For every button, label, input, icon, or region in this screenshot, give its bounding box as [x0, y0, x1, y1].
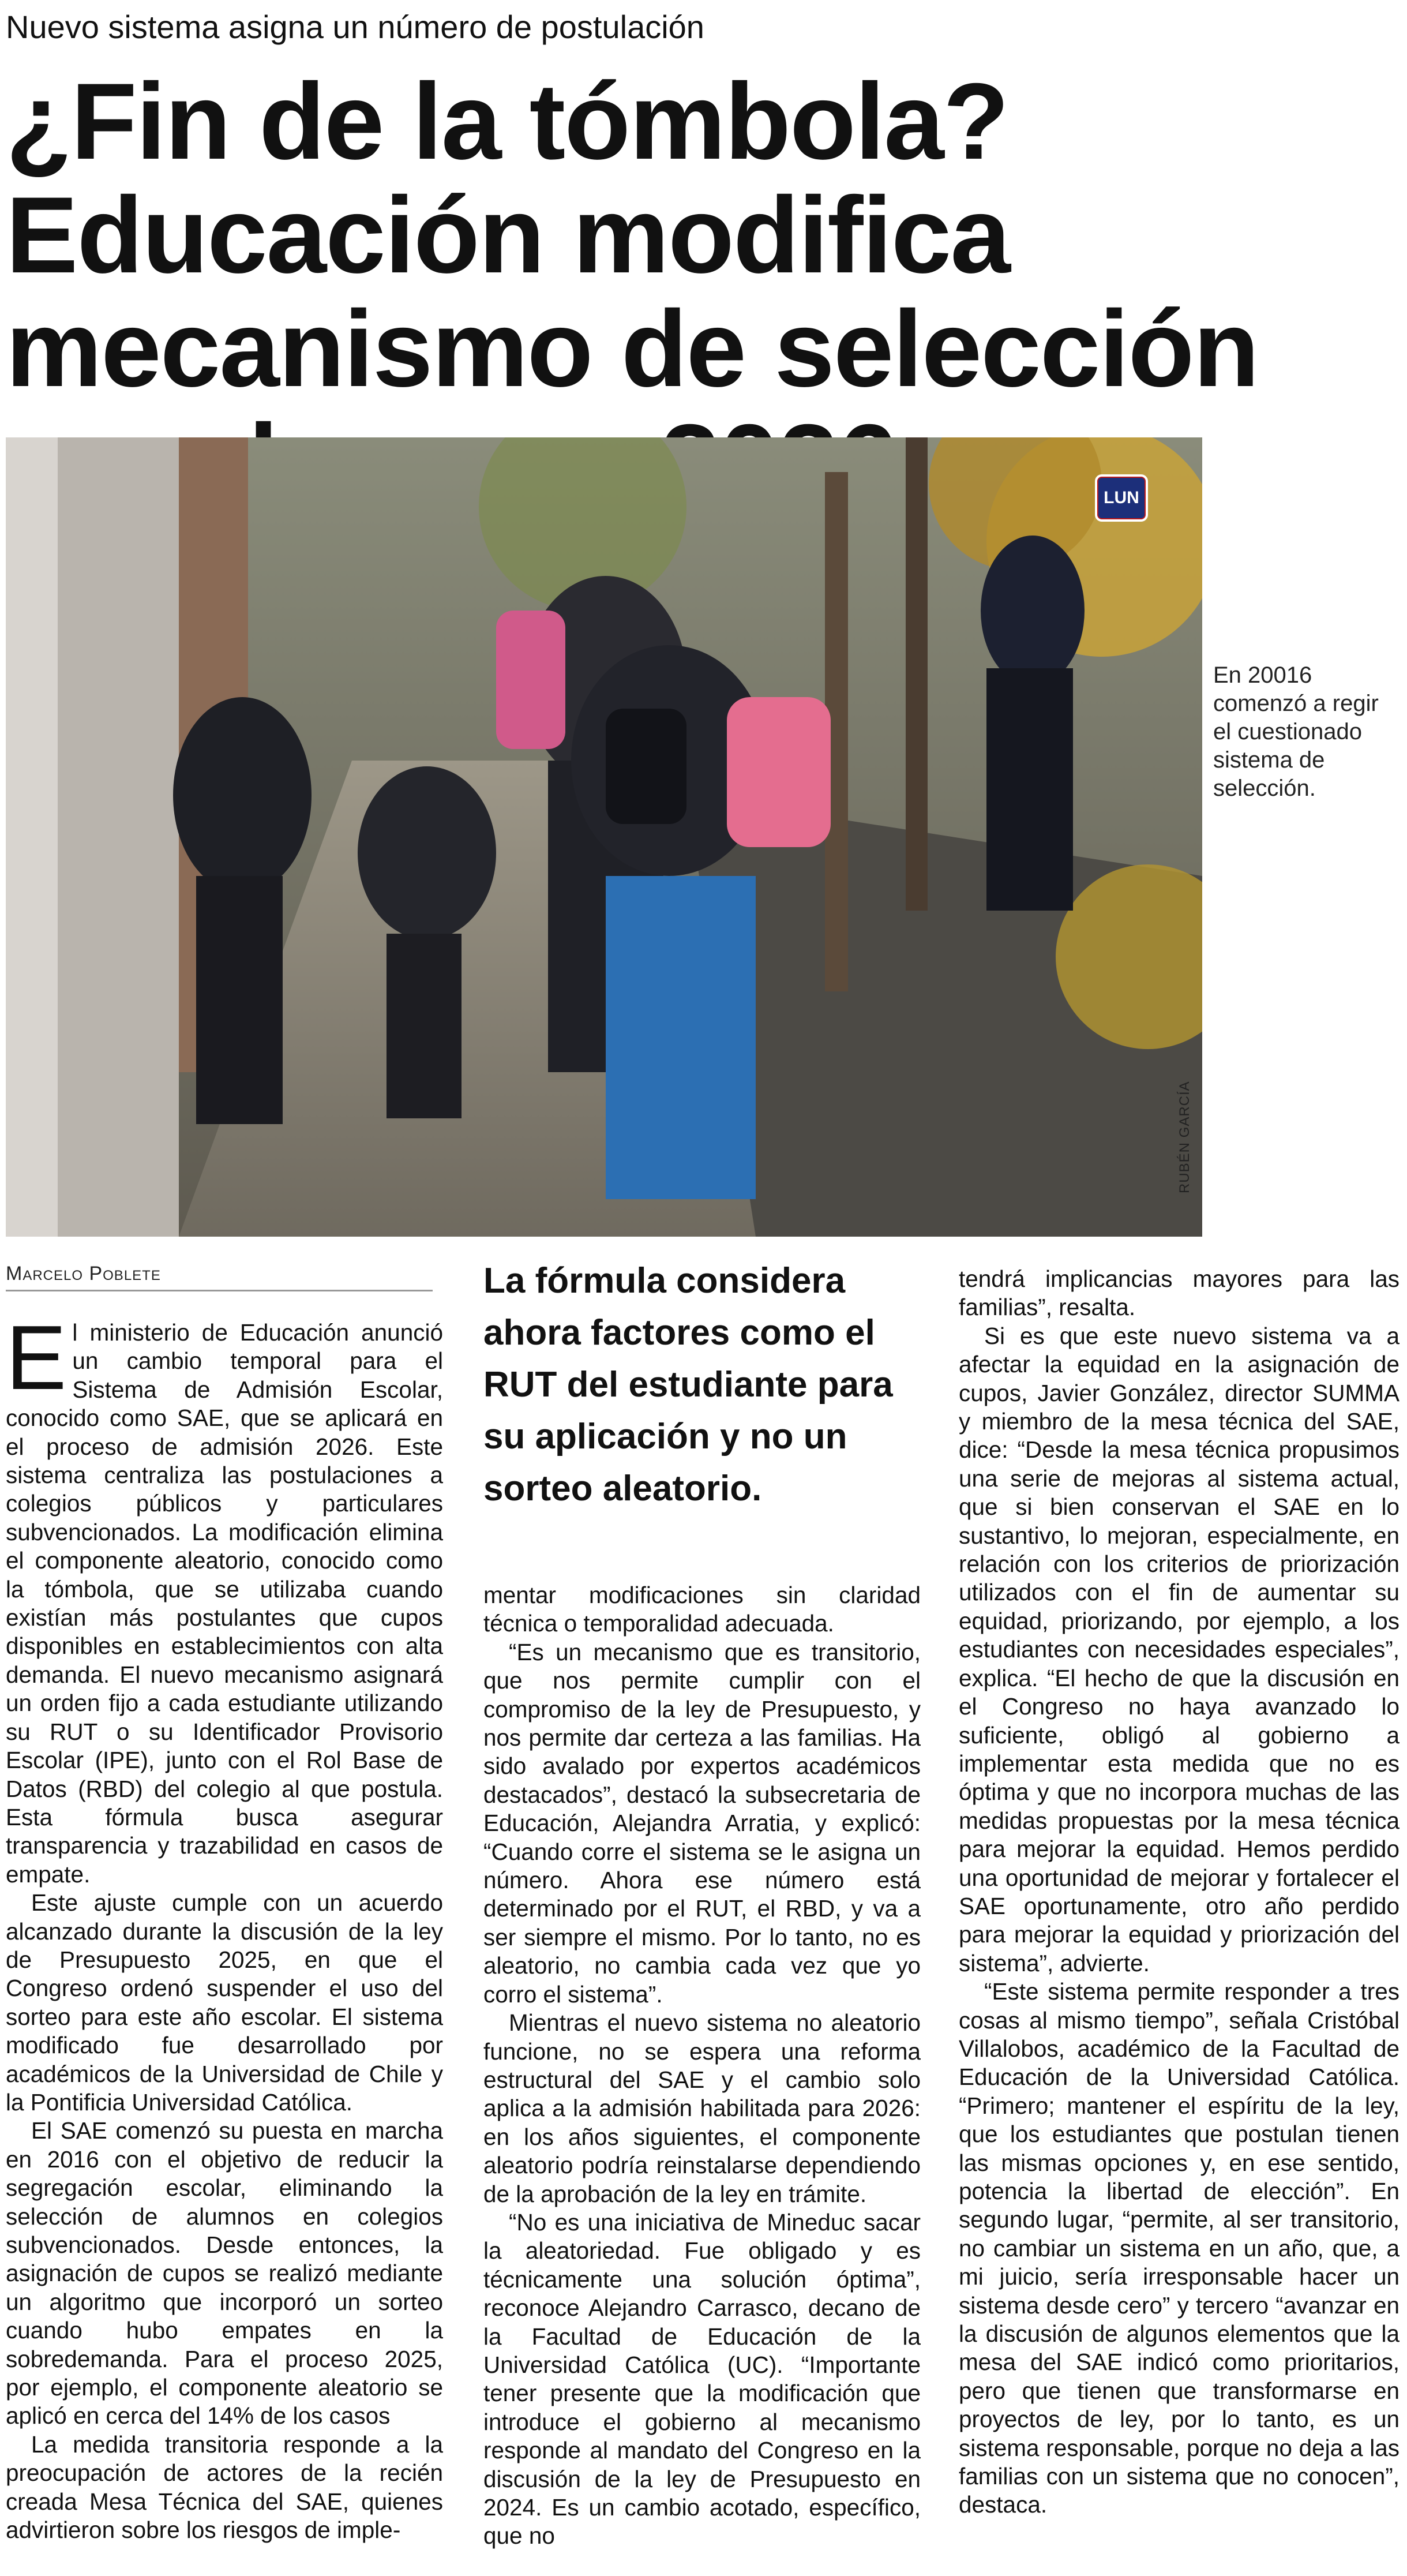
paragraph: “No es una iniciativa de Mineduc sacar la aleatoriedad. Fue obligado y es técnicamente una solución óptima”, reconoce Alejandro Carrasco, decano de la Facultad de Educación de la Universidad Católica (UC). “Importante tener presente que la modificación que introduce el gobierno al mecanismo responde al mandato del Congreso en la discusión de la ley de Presupuesto en 2024. Es un cambio acotado, específico, que no — [483, 2208, 921, 2549]
paragraph: tendrá implicancias mayores para las familias”, resalta. — [959, 1265, 1400, 1321]
paragraph: “Es un mecanismo que es transitorio, que nos permite cumplir con el compromiso de la ley de Presupuesto, y nos permite dar certeza a las familias. Ha sido avalado por expertos académicos destacados”, destacó la subsecretaria de Educación, Alejandra Arratia, y explicó: “Cuando corre el sistema se le asigna un número. Ahora ese número está determinado por el RUT, el RBD, y va a ser siempre el mismo. Por lo tanto, no es aleatorio, no cambia cada vez que yo corro el sistema”. — [483, 1638, 921, 2008]
byline: Marcelo Poblete — [6, 1263, 161, 1285]
photo-credit: RUBÉN GARCÍA — [1177, 1081, 1192, 1193]
paragraph-text: l ministerio de Educación anunció un cambio temporal para el Sistema de Admisión Escolar, conocido como SAE, que se aplicará en el proceso de admisión 2026. Este sistema centraliza las postulaciones a colegios públicos y particulares subvencionados. La modificación elimina el componente aleatorio, conocido como la tómbola, que se utilizaba cuando existían más postulantes que cupos disponibles en establecimientos con alta demanda. El nuevo mecanismo asignará un orden fijo a cada estudiante utilizando su RUT o su Identificador Provisorio Escolar (IPE), junto con el Rol Base de Datos (RBD) del colegio al que postula. Esta fórmula busca asegurar transparencia y trazabilidad en casos de empate. — [6, 1319, 443, 1888]
headline: ¿Fin de la tómbola? Educación modifica mecanismo de selección — [6, 61, 1259, 409]
paragraph: “Este sistema permite responder a tres cosas al mismo tiempo”, señala Cristóbal Villalobos, académico de la Facultad de Educación de la Universidad Católica. “Primero; mantener el espíritu de la ley, que los estudiantes que postulan tienen las mismas opciones y, en ese sentido, potencia la libertad de elección”. En segundo lugar, “permite, al ser transitorio, no cambiar un sistema en un año, que, a mi juicio, sería irresponsable hacer un sistema desde cero” y tercero “avanzar en la discusión de algunos elementos que la mesa del SAE indicó como prioritarios, pero que tienen que transformarse en proyectos de ley, por lo tanto, es un sistema responsable, porque no deja a las familias con un sistema que no conocen”, destaca. — [959, 1978, 1400, 2518]
paragraph: Este ajuste cumple con un acuerdo alcanzado durante la discusión de la ley de Presupuesto 2025, en que el Congreso ordenó suspender el uso del sorteo para este año escolar. El sistema modificado fue desarrollado por académicos de la Universidad de Chile y la Pontificia Universidad Católica. — [6, 1889, 443, 2116]
paragraph — [6, 1307, 443, 1889]
kicker: Nuevo sistema asigna un número de postulación — [6, 9, 704, 45]
byline-rule — [6, 1290, 433, 1291]
drop-cap: E — [6, 1307, 67, 1409]
article-column-2 — [483, 1581, 921, 2562]
paragraph: Si es que este nuevo sistema va a afectar la equidad en la asignación de cupos, Javier González, director SUMMA y miembro de la mesa técnica del SAE, dice: “Desde la mesa técnica propusimos una serie de mejoras al sistema actual, que si bien conservan el SAE en lo sustantivo, lo mejoran, especialmente, en relación con los criterios de priorización utilizados con el fin de aumentar su equidad, priorizando, por ejemplo, a los estudiantes con necesidades especiales”, explica. “El hecho de que la discusión en el Congreso no haya avanzado lo suficiente, obligó al gobierno a implementar esta medida que no es óptima y que no incorpora muchas de las medidas propuestas por la mesa técnica para mejorar la equidad. Hemos perdido una oportunidad de mejorar y fortalecer el SAE oportunamente, otro año perdido para mejorar la equidad y priorización del sistema”, advierte. — [959, 1322, 1400, 1976]
photo-scene — [6, 437, 1202, 1237]
article-column-3 — [959, 1265, 1400, 2563]
paragraph: La medida transitoria responde a la preocupación de actores de la recién creada Mesa Técnica del SAE, quienes advirtieron sobre los riesgos de imple- — [6, 2431, 443, 2544]
paragraph: Mientras el nuevo sistema no aleatorio funcione, no se espera una reforma estructural del SAE y el cambio solo aplica a la admisión habilitada para 2026: en los años siguientes, el componente aleatorio podría reinstalarse dependiendo de la aprobación de la ley en trámite. — [483, 2009, 921, 2207]
pull-quote: La fórmula considera ahora factores como el RUT del estudiante para su aplicación y no un sorteo aleatorio. — [483, 1261, 893, 1508]
photo-caption: En 20016 comenzó a regir el cuestionado sistema de selección. — [1213, 662, 1379, 801]
article-photo — [6, 437, 1202, 1237]
lun-logo: LUN — [1095, 474, 1148, 522]
paragraph: El SAE comenzó su puesta en marcha en 2016 con el objetivo de reducir la segregación escolar, eliminando la selección de alumnos en colegios subvencionados. Desde entonces, la asignación de cupos se realizó mediante un algoritmo que incorporó un sorteo cuando hubo empates en la sobredemanda. Para el proceso 2025, por ejemplo, el componente aleatorio se aplicó en cerca del 14% de los casos — [6, 2117, 443, 2429]
article-column-1 — [6, 1307, 443, 2559]
paragraph: mentar modificaciones sin claridad técnica o temporalidad adecuada. — [483, 1582, 921, 1637]
